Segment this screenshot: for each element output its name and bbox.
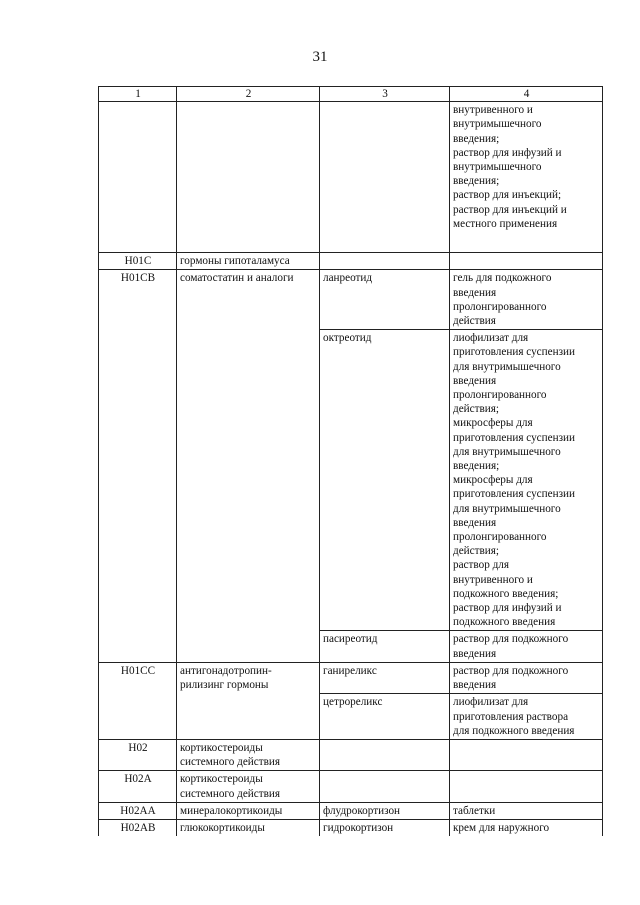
group-cell <box>177 102 320 253</box>
dosage-form-cell: внутривенного и внутримышечного введения; раствор для инфузий и внутримышечного введения; раствор для инъекций; раствор для инъекций и местного применения <box>450 102 603 253</box>
group-cell: кортикостероиды системного действия <box>177 771 320 802</box>
atc-code-cell: H02AA <box>99 802 177 819</box>
column-header: 2 <box>177 87 320 102</box>
dosage-form-cell: крем для наружного <box>450 819 603 836</box>
column-header: 3 <box>320 87 450 102</box>
group-cell: глюкокортикоиды <box>177 819 320 836</box>
drug-cell <box>320 102 450 253</box>
atc-code-cell <box>99 102 177 253</box>
dosage-form-cell <box>450 771 603 802</box>
dosage-form-cell <box>450 739 603 770</box>
table-row <box>99 771 603 802</box>
group-cell: кортикостероиды системного действия <box>177 739 320 770</box>
drug-cell <box>320 739 450 770</box>
group-cell: антигонадотропин- рилизинг гормоны <box>177 662 320 739</box>
dosage-form-cell <box>450 253 603 270</box>
drug-cell: пасиреотид <box>320 631 450 662</box>
medication-table <box>98 86 603 836</box>
dosage-form-cell: гель для подкожного введения пролонгированного действия <box>450 270 603 330</box>
dosage-form-cell: раствор для подкожного введения <box>450 662 603 693</box>
column-header: 4 <box>450 87 603 102</box>
atc-code-cell: H01CC <box>99 662 177 739</box>
group-cell: минералокортикоиды <box>177 802 320 819</box>
dosage-form-cell: лиофилизат для приготовления суспензии для внутримышечного введения пролонгированного действия; микросферы для приготовления суспензии для внутримышечного введения; микросферы для приготовления суспензии для внутримышечного введения пролонгированного действия; раствор для внутривенного и подкожного введения; раствор для инфузий и подкожного введения <box>450 330 603 631</box>
table-row <box>99 270 603 330</box>
table-row <box>99 739 603 770</box>
drug-cell: гидрокортизон <box>320 819 450 836</box>
table-row <box>99 819 603 836</box>
page-number: 31 <box>312 49 328 65</box>
group-cell: соматостатин и аналоги <box>177 270 320 662</box>
drug-cell: флудрокортизон <box>320 802 450 819</box>
table-row <box>99 662 603 693</box>
drug-cell: цетрореликс <box>320 694 450 740</box>
atc-code-cell: H01C <box>99 253 177 270</box>
group-cell: гормоны гипоталамуса <box>177 253 320 270</box>
drug-cell <box>320 253 450 270</box>
table-row <box>99 102 603 253</box>
drug-cell <box>320 771 450 802</box>
table-header-row <box>99 87 603 102</box>
drug-cell: ганиреликс <box>320 662 450 693</box>
column-header: 1 <box>99 87 177 102</box>
dosage-form-cell: таблетки <box>450 802 603 819</box>
drug-cell: октреотид <box>320 330 450 631</box>
atc-code-cell: H02AB <box>99 819 177 836</box>
atc-code-cell: H01CB <box>99 270 177 662</box>
drug-cell: ланреотид <box>320 270 450 330</box>
dosage-form-cell: лиофилизат для приготовления раствора для подкожного введения <box>450 694 603 740</box>
atc-code-cell: H02A <box>99 771 177 802</box>
dosage-form-cell: раствор для подкожного введения <box>450 631 603 662</box>
table-row <box>99 802 603 819</box>
table-row <box>99 253 603 270</box>
atc-code-cell: H02 <box>99 739 177 770</box>
